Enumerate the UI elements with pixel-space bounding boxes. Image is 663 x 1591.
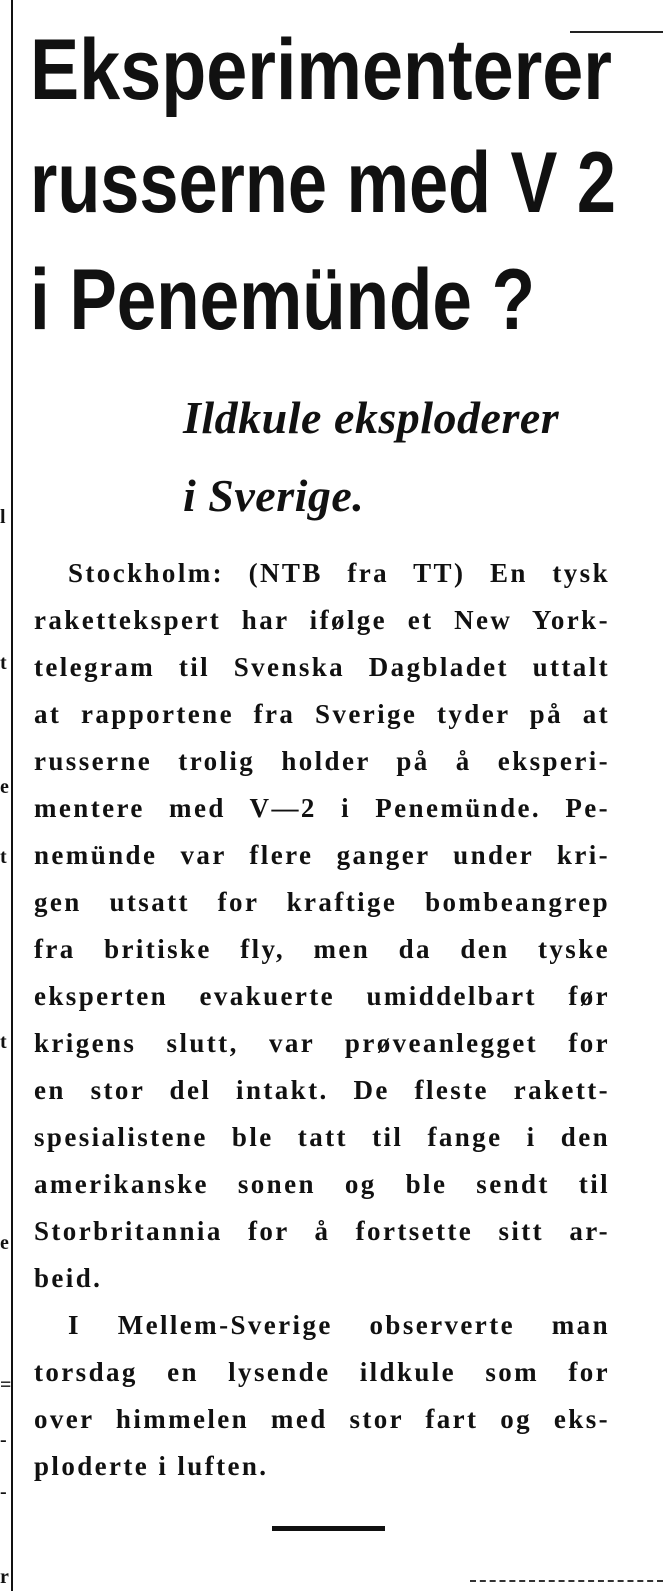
body-line: russerne trolig holder på å eksperi- [34,746,610,776]
body-line: mentere med V—2 i Penemünde. Pe- [34,793,610,823]
body-line: gen utsatt for kraftige bombeangrep [34,887,610,917]
margin-fragment: r [0,1566,9,1588]
body-line: nemünde var flere ganger under kri- [34,840,610,870]
margin-fragment: = [0,1374,12,1396]
article-paragraph [34,550,610,1302]
body-line: Storbritannia for å fortsette sitt ar- [34,1216,610,1246]
body-line: Stockholm: (NTB fra TT) En tysk [68,558,610,588]
headline-line: i Penemünde ? [30,252,535,348]
margin-fragment: e [0,776,9,798]
margin-fragment: t [0,652,7,674]
column-rule [11,0,13,1591]
margin-fragment: e [0,1232,9,1254]
margin-fragment: t [0,846,7,868]
margin-fragment: l [0,506,6,528]
body-line: telegram til Svenska Dagbladet uttalt [34,652,610,682]
body-line: spesialistene ble tatt til fange i den [34,1122,610,1152]
body-line: I Mellem-Sverige observerte man [68,1310,610,1340]
body-line: en stor del intakt. De fleste rakett- [34,1075,610,1105]
article-body [34,550,610,1490]
margin-fragment: - [0,1481,7,1503]
margin-fragment: - [0,1429,7,1451]
body-line: krigens slutt, var prøveanlegget for [34,1028,610,1058]
body-line: amerikanske sonen og ble sendt til [34,1169,610,1199]
body-line: eksperten evakuerte umiddelbart før [34,981,610,1011]
body-line: rakettekspert har ifølge et New York- [34,605,610,635]
end-rule [272,1526,385,1531]
body-line: over himmelen med stor fart og eks- [34,1404,610,1434]
bottom-rule [470,1580,663,1582]
body-line: torsdag en lysende ildkule som for [34,1357,610,1387]
headline-line: russerne med V 2 [30,135,616,231]
body-line: at rapportene fra Sverige tyder på at [34,699,610,729]
body-line: ploderte i luften. [34,1451,269,1481]
subheadline-line: i Sverige. [183,470,365,521]
body-line: beid. [34,1263,103,1293]
subheadline-line: Ildkule eksploderer [183,392,560,443]
headline-line: Eksperimenterer [30,22,612,118]
margin-fragment: t [0,1031,7,1053]
article-paragraph [34,1302,610,1490]
body-line: fra britiske fly, men da den tyske [34,934,610,964]
